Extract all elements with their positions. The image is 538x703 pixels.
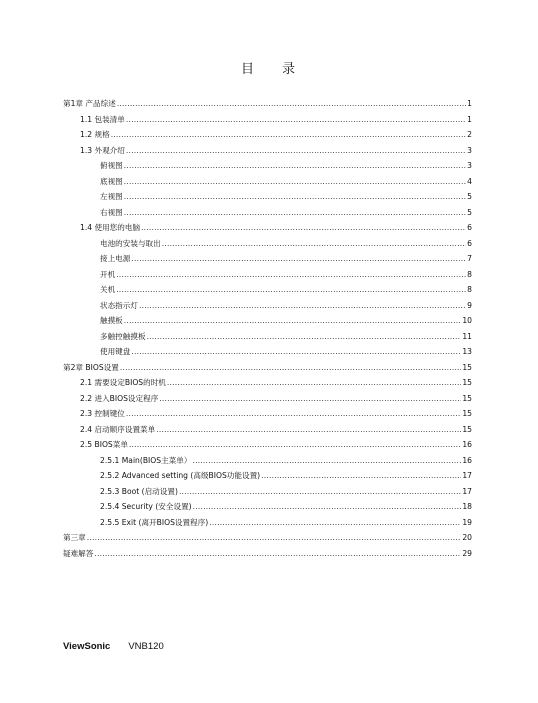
toc-dot-leader [124, 313, 462, 329]
footer-model: VNB120 [128, 641, 164, 652]
toc-entry-page-number: 18 [462, 502, 472, 511]
toc-dot-leader [87, 530, 462, 546]
toc-dot-leader [94, 546, 461, 562]
title-char-1: 目 [240, 62, 256, 77]
toc-entry-label: 接上电源 [100, 254, 131, 263]
toc-entry-page-number: 1 [467, 99, 472, 108]
toc-dot-leader [192, 453, 461, 469]
toc-entry-page-number: 17 [462, 471, 472, 480]
toc-entry-page-number: 8 [467, 285, 472, 294]
toc-entry[interactable] [63, 251, 472, 267]
toc-entry-label: 触摸板 [100, 316, 123, 325]
toc-entry-page-number: 3 [467, 145, 472, 155]
toc-dot-leader [126, 406, 461, 422]
toc-entry[interactable] [63, 437, 472, 453]
toc-entry-label: 电池的安装与取出 [100, 238, 161, 248]
toc-dot-leader [126, 112, 466, 128]
table-of-contents [63, 96, 472, 561]
toc-entry[interactable] [63, 484, 472, 500]
toc-dot-leader [116, 267, 466, 283]
toc-entry-label: 1.3 外观介绍 [80, 145, 125, 155]
toc-entry-page-number: 1 [467, 114, 472, 124]
toc-entry[interactable] [63, 515, 472, 531]
toc-dot-leader [131, 344, 461, 360]
toc-dot-leader [162, 236, 466, 252]
toc-entry[interactable] [63, 468, 472, 484]
toc-dot-leader [141, 220, 466, 236]
toc-dot-leader [124, 158, 466, 174]
toc-dot-leader [120, 360, 461, 376]
toc-dot-leader [131, 251, 466, 267]
toc-entry[interactable] [63, 96, 472, 112]
toc-entry[interactable] [63, 360, 472, 376]
toc-entry-page-number: 16 [462, 440, 472, 449]
toc-entry-page-number: 4 [467, 176, 472, 186]
toc-dot-leader [111, 127, 466, 143]
toc-entry-label: 使用键盘 [100, 347, 131, 356]
toc-entry-page-number: 3 [467, 161, 472, 170]
toc-entry-page-number: 19 [462, 517, 472, 527]
toc-dot-leader [261, 468, 461, 484]
toc-entry-label: 关机 [100, 285, 116, 294]
toc-entry[interactable] [63, 158, 472, 174]
toc-dot-leader [124, 174, 466, 190]
toc-entry-label: 第三章 [63, 533, 86, 542]
toc-entry-page-number: 15 [462, 424, 472, 434]
toc-entry[interactable] [63, 453, 472, 469]
toc-entry[interactable] [63, 205, 472, 221]
toc-entry-label: 1.2 规格 [80, 130, 110, 139]
toc-dot-leader [124, 205, 466, 221]
toc-entry[interactable] [63, 282, 472, 298]
toc-entry-page-number: 15 [462, 409, 472, 418]
title-char-2: 录 [282, 62, 298, 77]
toc-entry-label: 底视图 [100, 176, 123, 186]
toc-entry-page-number: 13 [462, 347, 472, 356]
toc-entry[interactable] [63, 391, 472, 407]
toc-entry-label: 第1章 产品综述 [63, 99, 116, 108]
toc-entry-label: 2.5.2 Advanced setting (高级BIOS功能设置) [100, 471, 261, 480]
toc-dot-leader [139, 298, 466, 314]
toc-entry-page-number: 6 [467, 238, 472, 248]
toc-entry-page-number: 16 [462, 455, 472, 465]
toc-dot-leader [179, 484, 461, 500]
toc-entry[interactable] [63, 344, 472, 360]
toc-entry-page-number: 17 [462, 486, 472, 496]
toc-dot-leader [159, 391, 461, 407]
toc-dot-leader [147, 329, 462, 345]
toc-entry-label: 状态指示灯 [100, 300, 138, 310]
toc-entry-page-number: 9 [467, 300, 472, 310]
toc-dot-leader [129, 437, 461, 453]
toc-entry-label: 2.5.1 Main(BIOS主菜单） [100, 455, 192, 465]
toc-entry-label: 2.5.5 Exit (离开BIOS设置程序) [100, 517, 209, 527]
toc-entry-label: 右视图 [100, 207, 123, 217]
toc-entry-label: 1.1 包装清单 [80, 114, 125, 124]
toc-entry-label: 2.2 进入BIOS设定程序 [80, 393, 159, 403]
toc-dot-leader [116, 282, 466, 298]
toc-dot-leader [209, 515, 461, 531]
toc-entry[interactable] [63, 329, 472, 345]
toc-entry-page-number: 10 [462, 316, 472, 325]
toc-entry-label: 1.4 使用您的电脑 [80, 223, 141, 232]
toc-dot-leader [193, 499, 462, 515]
toc-entry-label: 多触控触摸板 [100, 331, 146, 341]
toc-entry-page-number: 29 [462, 548, 472, 558]
toc-entry-page-number: 15 [462, 362, 472, 372]
toc-entry[interactable] [63, 143, 472, 159]
toc-entry-label: 开机 [100, 269, 116, 279]
toc-entry-label: 2.5 BIOS菜单 [80, 440, 128, 449]
toc-entry-label: 2.1 需要设定BIOS的时机 [80, 378, 166, 387]
toc-entry-page-number: 15 [462, 378, 472, 387]
toc-dot-leader [126, 143, 466, 159]
toc-entry-page-number: 2 [467, 130, 472, 139]
toc-entry[interactable] [63, 298, 472, 314]
toc-entry-label: 2.4 启动顺序设置菜单 [80, 424, 156, 434]
toc-entry-label: 第2章 BIOS设置 [63, 362, 119, 372]
toc-entry[interactable] [63, 530, 472, 546]
toc-entry-page-number: 5 [467, 192, 472, 201]
footer-brand: ViewSonic [63, 641, 111, 652]
toc-entry-label: 2.5.3 Boot (启动设置) [100, 486, 178, 496]
toc-entry-page-number: 5 [467, 207, 472, 217]
toc-entry-page-number: 20 [462, 533, 472, 542]
toc-entry[interactable] [63, 236, 472, 252]
toc-entry-page-number: 6 [467, 223, 472, 232]
toc-entry[interactable] [63, 546, 472, 562]
toc-entry-page-number: 11 [462, 331, 472, 341]
toc-entry[interactable] [63, 313, 472, 329]
toc-entry[interactable] [63, 375, 472, 391]
toc-entry-page-number: 8 [467, 269, 472, 279]
toc-entry[interactable] [63, 127, 472, 143]
toc-entry-label: 2.5.4 Security (安全设置) [100, 502, 192, 511]
toc-entry[interactable] [63, 174, 472, 190]
toc-entry[interactable] [63, 422, 472, 438]
toc-entry[interactable] [63, 267, 472, 283]
toc-entry-label: 疑难解答 [63, 548, 94, 558]
toc-entry[interactable] [63, 406, 472, 422]
toc-entry[interactable] [63, 189, 472, 205]
toc-dot-leader [167, 375, 461, 391]
toc-entry[interactable] [63, 112, 472, 128]
toc-entry-page-number: 7 [467, 254, 472, 263]
toc-entry-label: 俯视图 [100, 161, 123, 170]
toc-dot-leader [156, 422, 461, 438]
document-footer [63, 641, 164, 652]
toc-entry[interactable] [63, 220, 472, 236]
toc-dot-leader [124, 189, 466, 205]
toc-entry-label: 左视图 [100, 192, 123, 201]
toc-entry-page-number: 15 [462, 393, 472, 403]
toc-entry-label: 2.3 控制键位 [80, 409, 125, 418]
toc-entry[interactable] [63, 499, 472, 515]
toc-title [0, 58, 538, 77]
toc-dot-leader [117, 96, 466, 112]
